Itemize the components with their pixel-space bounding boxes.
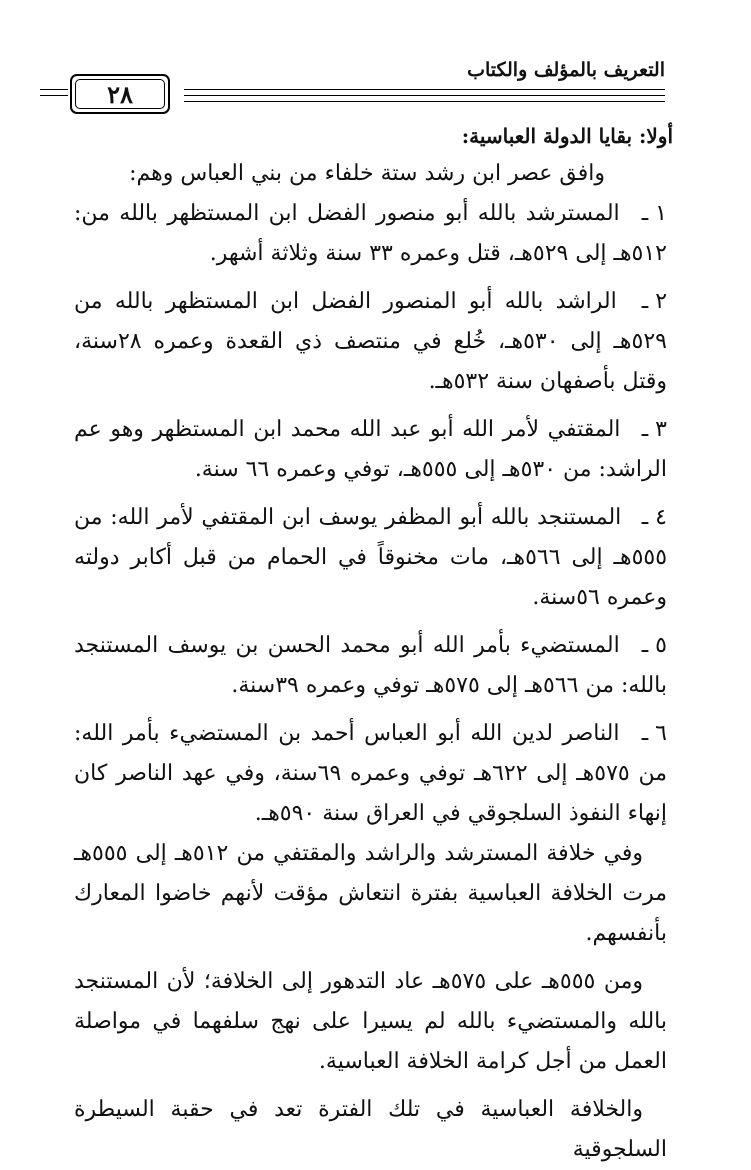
list-item-number: ١ ـ bbox=[641, 201, 667, 226]
page-number: ٢٨ bbox=[107, 79, 133, 109]
list-item bbox=[74, 282, 667, 402]
list-item-text: المقتفي لأمر الله أبو عبد الله محمد ابن المستظهر وهو عم الراشد: من ٥٣٠هـ إلى ٥٥٥هـ، توفي وعمره ٦٦ سنة. bbox=[74, 417, 667, 482]
body-paragraph: ومن ٥٥٥هـ على ٥٧٥هـ عاد التدهور إلى الخلافة؛ لأن المستنجد بالله والمستضيء بالله لم يسيرا على نهج سلفهما في مواصلة العمل من أجل كرامة الخلافة العباسية. bbox=[74, 969, 667, 1074]
list-item-text: الناصر لدين الله أبو العباس أحمد بن المستضيء بأمر الله: من ٥٧٥هـ إلى ٦٢٢هـ توفي وعمره ٦٩سنة، وفي عهد الناصر كان إنهاء النفوذ السلجوقي في العراق سنة ٥٩٠هـ. bbox=[74, 721, 668, 826]
list-item-number: ٦ ـ bbox=[641, 721, 667, 746]
header-ornament-line bbox=[40, 89, 68, 90]
section-heading: أولا: بقايا الدولة العباسية: bbox=[461, 124, 673, 148]
list-item-number: ٣ ـ bbox=[641, 417, 667, 442]
list-item bbox=[74, 498, 667, 618]
list-item bbox=[74, 626, 667, 706]
body-paragraph: وفي خلافة المسترشد والراشد والمقتفي من ٥١٢هـ إلى ٥٥٥هـ مرت الخلافة العباسية بفترة انتعاش مؤقت لأنهم خاضوا المعارك بأنفسهم. bbox=[74, 841, 667, 946]
list-item-number: ٤ ـ bbox=[641, 505, 667, 530]
list-item-number: ٥ ـ bbox=[641, 633, 667, 658]
list-item bbox=[74, 194, 667, 274]
list-item bbox=[74, 410, 667, 490]
list-item-text: المستنجد بالله أبو المظفر يوسف ابن المقتفي لأمر الله: من ٥٥٥هـ إلى ٥٦٦هـ، مات مخنوقاً في الحمام من قبل أكابر دولته وعمره ٥٦سنة. bbox=[74, 505, 668, 610]
list-item-text: المسترشد بالله أبو منصور الفضل ابن المستظهر بالله من: ٥١٢هـ إلى ٥٢٩هـ، قتل وعمره ٣٣ سنة وثلاثة أشهر. bbox=[74, 201, 667, 266]
header-rule bbox=[184, 101, 665, 102]
list-item-number: ٢ ـ bbox=[641, 289, 668, 314]
body-paragraph: والخلافة العباسية في تلك الفترة تعد في حقبة السيطرة السلجوقية bbox=[74, 1097, 667, 1162]
list-item-text: الراشد بالله أبو المنصور الفضل ابن المستظهر بالله من ٥٢٩هـ إلى ٥٣٠هـ، خُلع في منتصف ذي القعدة وعمره ٢٨سنة، وقتل بأصفهان سنة ٥٣٢هـ. bbox=[74, 289, 667, 394]
list-item bbox=[74, 714, 667, 834]
header-rule bbox=[184, 95, 665, 96]
intro-paragraph: وافق عصر ابن رشد ستة خلفاء من بني العباس وهم: bbox=[129, 161, 605, 186]
page-number-frame bbox=[70, 74, 170, 114]
header-rule bbox=[184, 89, 665, 90]
list-item-text: المستضيء بأمر الله أبو محمد الحسن بن يوسف المستنجد بالله: من ٥٦٦هـ إلى ٥٧٥هـ توفي وعمره ٣٩سنة. bbox=[74, 633, 667, 698]
header-ornament-line bbox=[40, 95, 68, 96]
page-body bbox=[74, 118, 673, 1170]
running-head-title: التعريف بالمؤلف والكتاب bbox=[467, 59, 665, 81]
